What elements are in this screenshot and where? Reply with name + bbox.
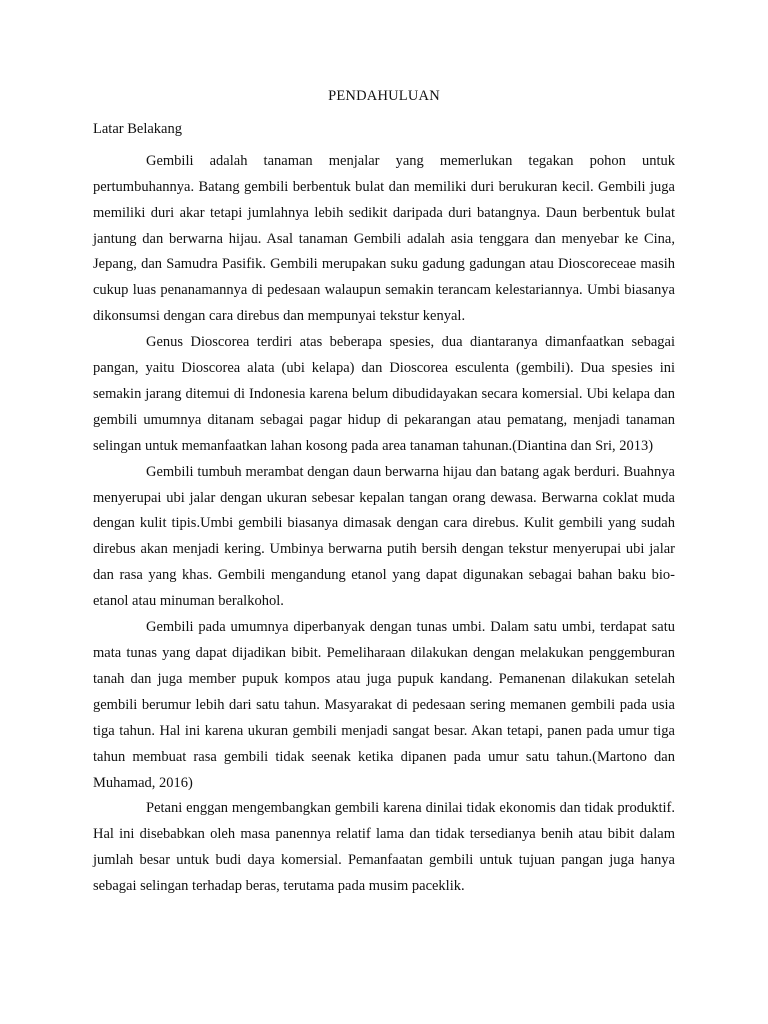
paragraph-2: Genus Dioscorea terdiri atas beberapa spesies, dua diantaranya dimanfaatkan sebagai pangan, yaitu Dioscorea alata (ubi kelapa) dan Dioscorea esculenta (gembili). Dua spesies ini semakin jarang ditemui di Indonesia karena belum dibudidayakan secara komersial. Ubi kelapa dan gembili umumnya ditanam sebagai pagar hidup di pekarangan atau pematang, menjadi tanaman selingan untuk memanfaatkan lahan kosong pada area tanaman tahunan.(Diantina dan Sri, 2013) <box>93 334 675 454</box>
paragraph-3: Gembili tumbuh merambat dengan daun berwarna hijau dan batang agak berduri. Buahnya menyerupai ubi jalar dengan ukuran sebesar kepalan tangan orang dewasa. Berwarna coklat muda dengan kulit tipis.Umbi gembili biasanya dimasak dengan cara direbus. Kulit gembili yang sudah direbus akan menjadi kering. Umbinya berwarna putih bersih dengan tekstur menyerupai ubi jalar dan rasa yang khas. Gembili mengandung etanol yang dapat digunakan sebagai bahan baku bio-etanol atau minuman beralkohol. <box>93 463 675 610</box>
document-page <box>93 84 675 900</box>
document-title: PENDAHULUAN <box>328 88 440 104</box>
section-heading: Latar Belakang <box>93 120 182 137</box>
paragraph-5: Petani enggan mengembangkan gembili karena dinilai tidak ekonomis dan tidak produktif. Hal ini disebabkan oleh masa panennya relatif lama dan tidak tersedianya benih atau bibit dalam jumlah besar untuk budi daya komersial. Pemanfaatan gembili untuk tujuan pangan juga hanya sebagai selingan terhadap beras, terutama pada musim paceklik. <box>93 800 675 895</box>
paragraph-1: Gembili adalah tanaman menjalar yang memerlukan tegakan pohon untuk pertumbuhannya. Batang gembili berbentuk bulat dan memiliki duri berukuran kecil. Gembili juga memiliki duri akar tetapi jumlahnya lebih sedikit daripada duri batangnya. Daun berbentuk bulat jantung dan berwarna hijau. Asal tanaman Gembili adalah asia tenggara dan menyebar ke Cina, Jepang, dan Samudra Pasifik. Gembili merupakan suku gadung gadungan atau Dioscoreceae masih cukup luas penanamannya di pedesaan walaupun semakin terancam kelestariannya. Umbi biasanya dikonsumsi dengan cara direbus dan mempunyai tekstur kenyal. <box>93 152 675 325</box>
paragraph-4: Gembili pada umumnya diperbanyak dengan tunas umbi. Dalam satu umbi, terdapat satu mata tunas yang dapat dijadikan bibit. Pemeliharaan dilakukan dengan melakukan penggemburan tanah dan juga member pupuk kompos atau juga pupuk kandang. Pemanenan dilakukan setelah gembili berumur lebih dari satu tahun. Masyarakat di pedesaan sering memanen gembili pada usia tiga tahun. Hal ini karena ukuran gembili menjadi sangat besar. Akan tetapi, panen pada umur tiga tahun membuat rasa gembili tidak seenak ketika dipanen pada umur satu tahun.(Martono dan Muhamad, 2016) <box>93 619 675 791</box>
